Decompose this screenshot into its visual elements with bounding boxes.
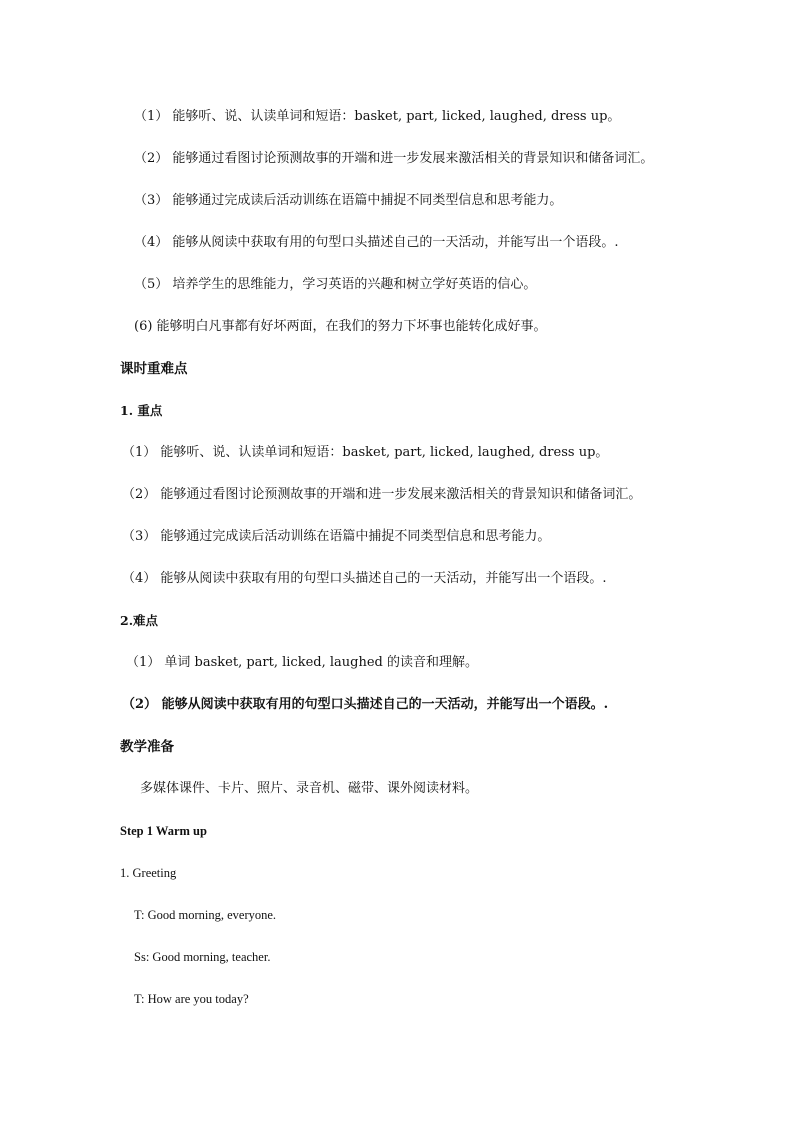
preparation-heading: 教学准备 (120, 739, 174, 755)
key-point-3: （3） 能够通过完成读后活动训练在语篇中捕捉不同类型信息和思考能力。 (122, 529, 551, 544)
objective-3: （3） 能够通过完成读后活动训练在语篇中捕捉不同类型信息和思考能力。 (134, 193, 563, 208)
objective-6: (6) 能够明白凡事都有好坏两面，在我们的努力下坏事也能转化成好事。 (134, 319, 547, 334)
difficult-point-2: （2） 能够从阅读中获取有用的句型口头描述自己的一天活动，并能写出一个语段。. (122, 697, 609, 712)
key-point-2: （2） 能够通过看图讨论预测故事的开端和进一步发展来激活相关的背景知识和储备词汇。 (122, 487, 642, 502)
key-point-4: （4） 能够从阅读中获取有用的句型口头描述自己的一天活动，并能写出一个语段。. (122, 571, 607, 586)
preparation-text: 多媒体课件、卡片、照片、录音机、磁带、课外阅读材料。 (140, 781, 479, 796)
key-points-heading: 1. 重点 (120, 403, 163, 418)
key-point-1: （1） 能够听、说、认读单词和短语：basket, part, licked, laughed, dress up。 (122, 445, 609, 460)
dialogue-line-3: T: How are you today? (134, 992, 249, 1006)
objective-1: （1） 能够听、说、认读单词和短语：basket, part, licked, laughed, dress up。 (134, 109, 621, 124)
dialogue-line-1: T: Good morning, everyone. (134, 908, 277, 922)
step1-heading: Step 1 Warm up (120, 824, 207, 838)
key-difficult-heading: 课时重难点 (120, 361, 188, 377)
difficult-points-heading: 2.难点 (120, 613, 159, 628)
difficult-point-1: （1） 单词 basket, part, licked, laughed 的读音和理解。 (126, 655, 478, 670)
dialogue-line-2: Ss: Good morning, teacher. (134, 950, 271, 964)
objective-4: （4） 能够从阅读中获取有用的句型口头描述自己的一天活动，并能写出一个语段。. (134, 235, 619, 250)
objective-2: （2） 能够通过看图讨论预测故事的开端和进一步发展来激活相关的背景知识和储备词汇。 (134, 151, 654, 166)
step1-item-greeting: 1. Greeting (120, 866, 177, 880)
objective-5: （5） 培养学生的思维能力，学习英语的兴趣和树立学好英语的信心。 (134, 277, 537, 292)
